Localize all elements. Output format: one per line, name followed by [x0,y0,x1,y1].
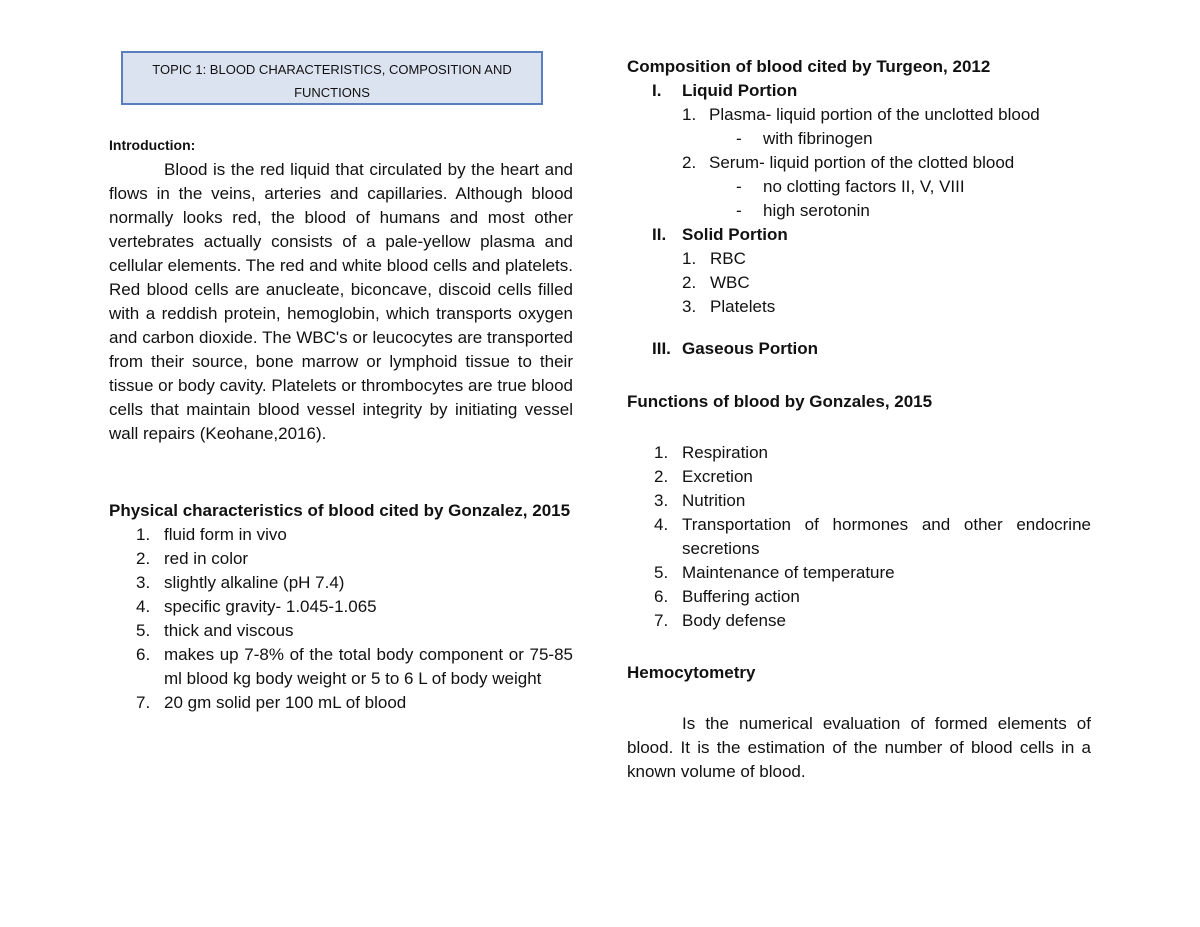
list-number: 2. [682,153,697,172]
list-number: 4. [654,515,669,534]
topic-title-line1: TOPIC 1: BLOOD CHARACTERISTICS, COMPOSITION AND [152,62,512,77]
list-text: Respiration [682,443,768,462]
list-number: 3. [654,491,669,510]
list-number: 6. [654,587,669,606]
serum-sub-list [709,175,1091,223]
list-item [627,513,1091,561]
liquid-portion-label: Liquid Portion [682,81,798,100]
list-text: Platelets [710,297,776,316]
list-number: 7. [136,693,151,712]
physical-characteristics-heading: Physical characteristics of blood cited by Gonzalez, 2015 [109,501,571,520]
list-text: Plasma- liquid portion of the unclotted blood [709,105,1040,124]
gaseous-portion-item [627,337,1091,361]
dash-bullet: - [736,201,742,220]
roman-number: I. [652,81,662,100]
list-number: 1. [136,525,151,544]
list-item [627,489,1091,513]
solid-portion-list [682,247,1091,319]
list-item [109,523,573,547]
list-number: 1. [682,105,697,124]
list-item [682,295,1091,319]
list-item [627,561,1091,585]
list-text: Maintenance of temperature [682,563,895,582]
list-text: slightly alkaline (pH 7.4) [164,573,345,592]
list-text: Excretion [682,467,753,486]
liquid-portion-list [682,103,1091,223]
list-number: 2. [654,467,669,486]
list-text: specific gravity- 1.045-1.065 [164,597,377,616]
list-item [109,643,573,691]
list-text: fluid form in vivo [164,525,287,544]
list-item [682,271,1091,295]
physical-characteristics-list [109,523,573,715]
list-number: 1. [682,249,697,268]
composition-section [627,55,1091,361]
list-item [682,103,1091,151]
solid-portion-label: Solid Portion [682,225,788,244]
list-item [709,175,1091,199]
hemocytometry-paragraph: Is the numerical evaluation of formed elements of blood. It is the estimation of the number of blood cells in a known volume of blood. [627,714,1091,781]
list-item [627,585,1091,609]
list-item [109,691,573,715]
list-item [682,247,1091,271]
list-text: 20 gm solid per 100 mL of blood [164,693,407,712]
list-text: high serotonin [763,201,870,220]
list-number: 1. [654,443,669,462]
list-text: RBC [710,249,746,268]
list-text: red in color [164,549,249,568]
list-number: 3. [682,297,697,316]
plasma-sub-list [709,127,1091,151]
introduction-title: Introduction: [109,137,196,153]
list-item [109,595,573,619]
list-number: 2. [682,273,697,292]
functions-heading: Functions of blood by Gonzales, 2015 [627,392,933,411]
topic-title-box [121,51,543,105]
liquid-portion-item [627,79,1091,223]
functions-list [627,441,1091,633]
list-item [709,199,1091,223]
composition-list [627,79,1091,361]
list-item [709,127,1091,151]
list-text: Transportation of hormones and other endocrine secretions [682,515,1091,558]
list-text: makes up 7-8% of the total body component or 75-85 ml blood kg body weight or 5 to 6 L of body weight [164,645,573,688]
list-text: Serum- liquid portion of the clotted blood [709,153,1015,172]
functions-section [627,390,1091,633]
gaseous-portion-label: Gaseous Portion [682,339,819,358]
list-number: 4. [136,597,151,616]
physical-characteristics-section [109,499,573,715]
roman-number: III. [652,339,671,358]
list-number: 5. [136,621,151,640]
dash-bullet: - [736,177,742,196]
list-text: Buffering action [682,587,800,606]
list-number: 6. [136,645,151,664]
list-text: Nutrition [682,491,746,510]
list-item [109,571,573,595]
topic-title-line2: FUNCTIONS [294,85,370,100]
list-number: 7. [654,611,669,630]
list-number: 2. [136,549,151,568]
list-text: no clotting factors II, V, VIII [763,177,965,196]
roman-number: II. [652,225,667,244]
list-item [627,441,1091,465]
list-text: WBC [710,273,750,292]
list-item [627,609,1091,633]
list-item [682,151,1091,223]
introduction-paragraph: Blood is the red liquid that circulated by the heart and flows in the veins, arteries and capillaries. Although blood normally looks red, the blood of humans and most other vertebrates actually consists of a pale-yellow plasma and cellular elements. The red and white blood cells and platelets. Red blood cells are anucleate, biconcave, discoid cells filled with a reddish protein, hemoglobin, which transports oxygen and carbon dioxide. The WBC's or leucocytes are transported from their source, bone marrow or lymphoid tissue to their tissue or body cavity. Platelets or thrombocytes are true blood cells that maintain blood vessel integrity by initiating vessel wall repairs (Keohane,2016). [109,160,573,443]
list-number: 5. [654,563,669,582]
hemocytometry-heading: Hemocytometry [627,663,756,682]
hemocytometry-section [627,661,1091,784]
list-item [627,465,1091,489]
list-text: with fibrinogen [763,129,873,148]
composition-heading: Composition of blood cited by Turgeon, 2012 [627,57,991,76]
list-number: 3. [136,573,151,592]
solid-portion-item [627,223,1091,319]
list-item [109,619,573,643]
list-item [109,547,573,571]
dash-bullet: - [736,129,742,148]
list-text: thick and viscous [164,621,294,640]
list-text: Body defense [682,611,786,630]
